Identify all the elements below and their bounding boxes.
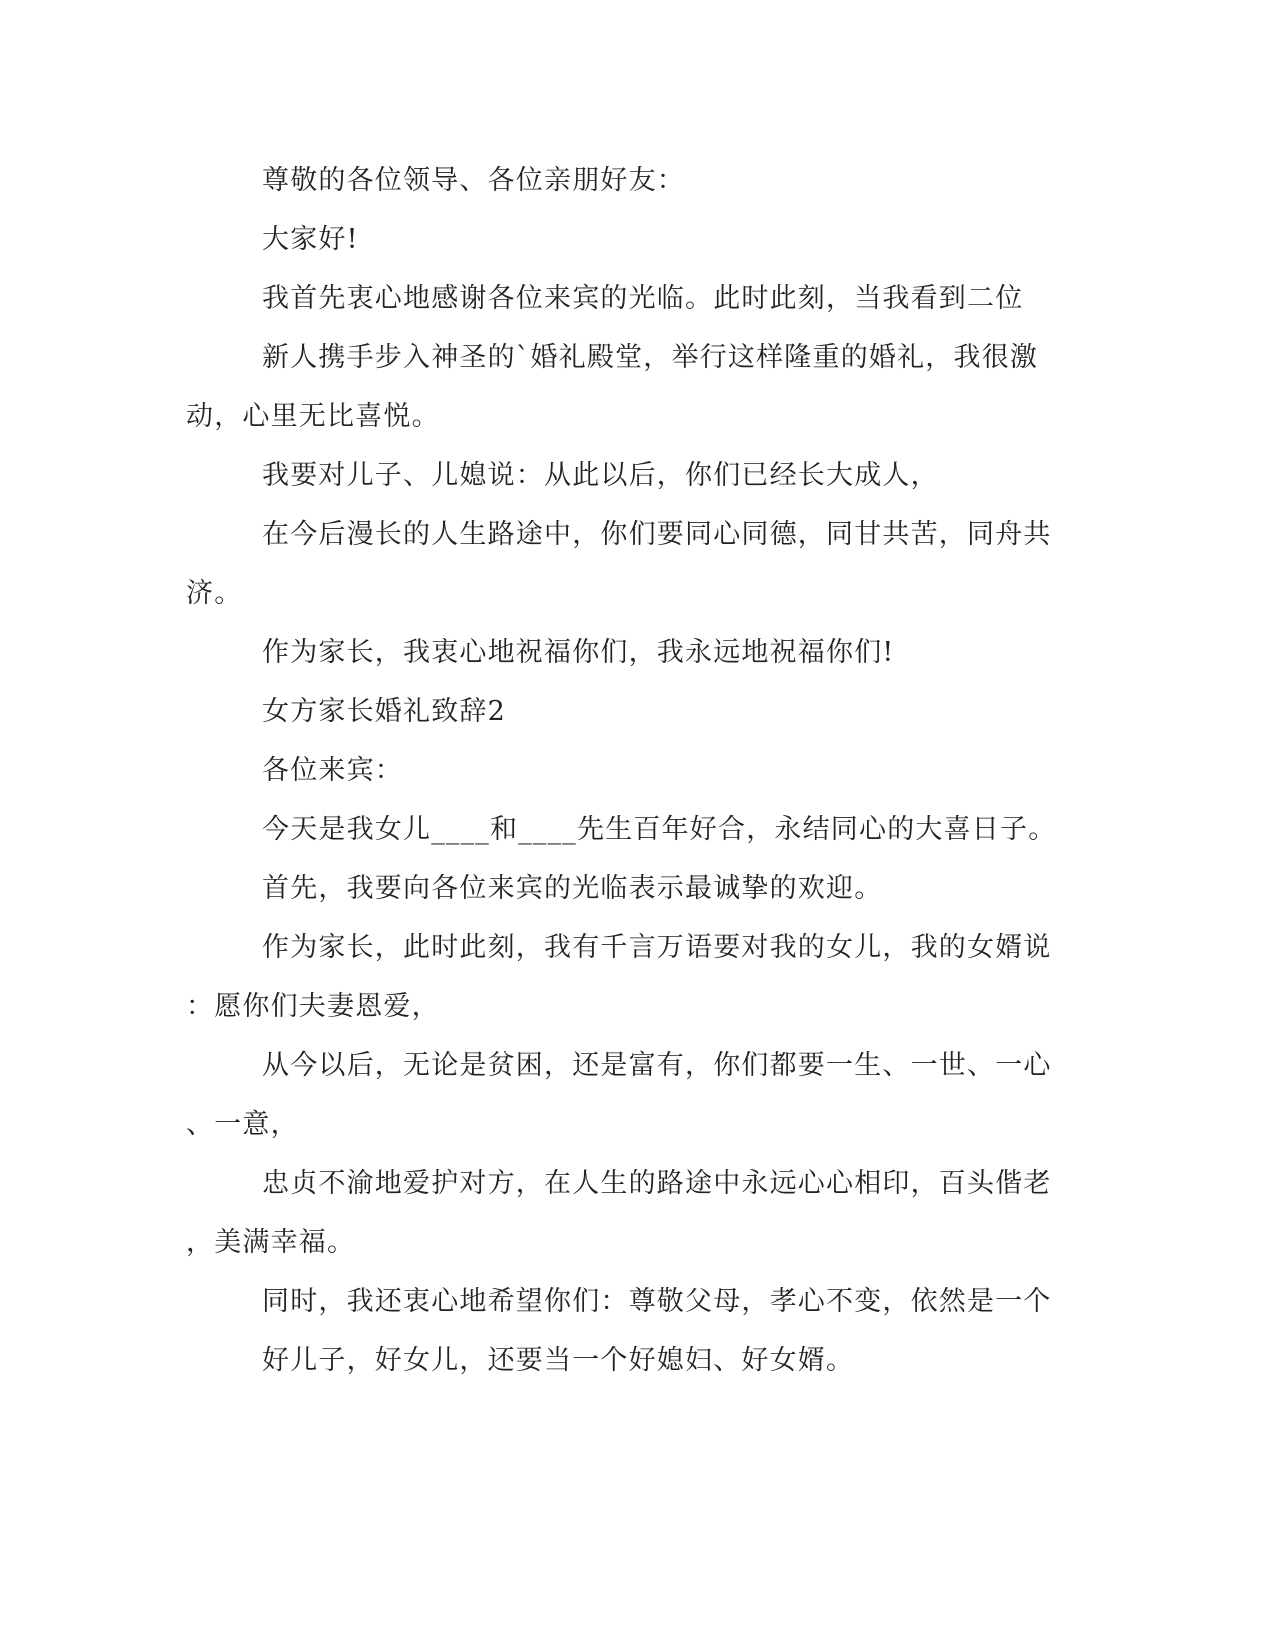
text-line: 、一意， bbox=[186, 1109, 299, 1140]
text-line: 首先，我要向各位来宾的光临表示最诚挚的欢迎。 bbox=[262, 873, 883, 904]
text-line: 尊敬的各位领导、各位亲朋好友： bbox=[262, 165, 685, 196]
text-line: 同时，我还衷心地希望你们：尊敬父母，孝心不变，依然是一个 bbox=[262, 1286, 1052, 1317]
text-line: 新人携手步入神圣的`婚礼殿堂，举行这样隆重的婚礼，我很激 bbox=[262, 342, 1039, 373]
section-heading: 女方家长婚礼致辞2 bbox=[262, 696, 506, 727]
text-line: 在今后漫长的人生路途中，你们要同心同德，同甘共苦，同舟共 bbox=[262, 519, 1052, 550]
text-line: ：愿你们夫妻恩爱， bbox=[186, 991, 440, 1022]
text-line: 从今以后，无论是贫困，还是富有，你们都要一生、一世、一心 bbox=[262, 1050, 1052, 1081]
text-line: 我要对儿子、儿媳说：从此以后，你们已经长大成人， bbox=[262, 460, 939, 491]
text-line: 济。 bbox=[186, 578, 243, 609]
text-line: 作为家长，我衷心地祝福你们，我永远地祝福你们! bbox=[262, 637, 895, 668]
text-line: 忠贞不渝地爱护对方，在人生的路途中永远心心相印，百头偕老 bbox=[262, 1168, 1052, 1199]
text-line: 动，心里无比喜悦。 bbox=[186, 401, 440, 432]
text-line: 各位来宾： bbox=[262, 755, 403, 786]
text-line: 今天是我女儿____和____先生百年好合，永结同心的大喜日子。 bbox=[262, 814, 1057, 845]
text-line: 好儿子，好女儿，还要当一个好媳妇、好女婿。 bbox=[262, 1345, 855, 1376]
text-line: 大家好! bbox=[262, 224, 359, 255]
text-line: 作为家长，此时此刻，我有千言万语要对我的女儿，我的女婿说 bbox=[262, 932, 1052, 963]
text-line: ，美满幸福。 bbox=[186, 1227, 356, 1258]
text-line: 我首先衷心地感谢各位来宾的光临。此时此刻，当我看到二位 bbox=[262, 283, 1024, 314]
